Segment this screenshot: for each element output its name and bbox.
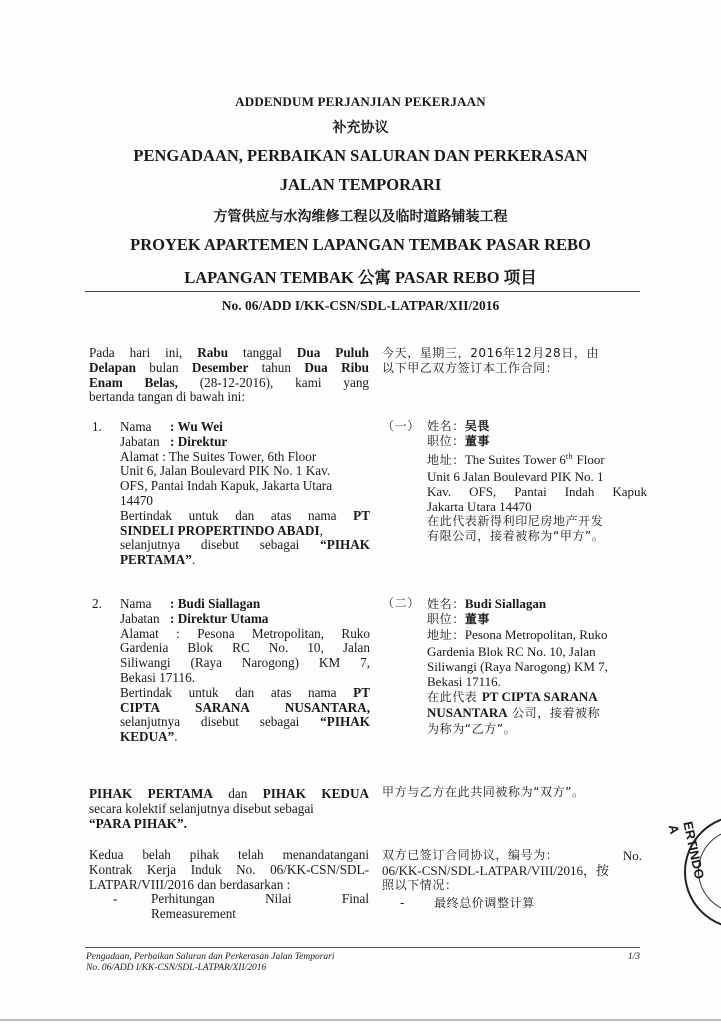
parties-id <box>89 787 369 831</box>
party1-address-line: 14470 <box>120 492 153 508</box>
party2-cn-act: 为称为“乙方”。 <box>427 721 517 736</box>
party2-cn-address: Pesona Metropolitan, Ruko <box>464 627 608 643</box>
intro-month: Desember <box>191 359 249 375</box>
subject-cn: 方管供应与水沟维修工程以及临时道路铺装工程 <box>213 209 508 225</box>
party1-name: : Wu Wei <box>170 419 223 434</box>
punct: . <box>191 552 196 568</box>
contract-cn-text: 双方已签订合同协议，编号为： <box>382 848 559 862</box>
document-title-cn: 补充协议 <box>332 120 389 136</box>
party2-act-text: Bertindak untuk dan atas nama <box>120 684 354 700</box>
contract-cn <box>382 848 642 911</box>
contract-id <box>89 848 369 922</box>
bullet-dash: - <box>400 895 405 910</box>
party1-number: 1. <box>92 419 102 434</box>
party1-address-line: Unit 6, Jalan Boulevard PIK No. 1 Kav. <box>120 463 331 479</box>
party1-cn-name: 吴畏 <box>464 419 491 433</box>
intro-year: Enam Belas, <box>89 374 178 390</box>
party2-cn <box>427 596 647 737</box>
party1-alias: “PIHAK <box>320 537 370 553</box>
label: 地址： <box>427 628 465 643</box>
contract-cn-text: No. <box>622 848 642 863</box>
intro-text: bulan <box>135 359 192 375</box>
subject-line-1: PENGADAAN, PERBAIKAN SALURAN DAN PERKERASAN <box>133 146 588 165</box>
party1-address-line: OFS, Pantai Indah Kapuk, Jakarta Utara <box>120 478 333 494</box>
party1-cn-address: th <box>565 452 574 462</box>
intro-id <box>89 346 369 405</box>
label: Nama <box>120 596 152 611</box>
party1-company: PT <box>353 507 370 523</box>
label: 地址： <box>427 453 465 468</box>
header-rule <box>85 291 640 292</box>
intro-cn-line: 以下甲乙双方签订本工作合同： <box>382 361 559 376</box>
label: Jabatan <box>120 433 160 449</box>
party1-act-text: Bertindak untuk dan atas nama <box>120 507 354 523</box>
label: Jabatan <box>120 610 160 626</box>
label: 职位： <box>427 612 465 627</box>
intro-date: Dua Puluh <box>296 345 369 360</box>
party1-cn-act: 有限公司，接着被称为“甲方”。 <box>427 529 605 544</box>
label: 姓名： <box>427 597 465 611</box>
party1-cn-address: Floor <box>573 452 605 468</box>
parties-first: PIHAK PERTAMA <box>89 786 213 801</box>
page-number: 1/3 <box>627 952 640 962</box>
contract-cn-number: 06/KK-CSN/SDL-LATPAR/VIII/2016，按 <box>382 863 610 879</box>
bullet-text: Perhitungan <box>151 891 215 907</box>
party1-position: : Direktur <box>170 433 228 449</box>
bullet-text: Nilai <box>265 891 292 907</box>
party1-cn-address: The Suites Tower 6 <box>464 452 566 468</box>
bullet-text: Final <box>341 891 369 907</box>
intro-cn-line: 今天，星期三，2016年12月28日，由 <box>382 346 600 360</box>
document-title: ADDENDUM PERJANJIAN PEKERJAAN <box>235 94 486 109</box>
party2-cn-name: Budi Siallagan <box>464 596 547 611</box>
intro-year: Dua Ribu <box>304 359 369 375</box>
intro-text: (28-12-2016), kami yang <box>177 374 370 390</box>
party2-cn-company: NUSANTARA <box>427 705 508 721</box>
parties-second: PIHAK KEDUA <box>262 786 369 801</box>
party2-company: PT <box>353 684 370 700</box>
parties-text: secara kolektif selanjutnya disebut sebagai <box>89 800 314 816</box>
party2-cn-position: 董事 <box>464 612 491 627</box>
party2-number: 2. <box>92 596 102 611</box>
party2-act-text: selanjutnya disebut sebagai <box>120 714 321 730</box>
parties-text: dan <box>212 786 263 801</box>
party1-act-text: selanjutnya disebut sebagai <box>120 537 321 553</box>
contract-text: Kontrak Kerja Induk No. 06/KK-CSN/SDL- <box>89 861 369 877</box>
stamp-text: ERTINDO A <box>665 820 708 881</box>
punct: . <box>174 729 178 745</box>
party1-cn-address: Unit 6 Jalan Boulevard PIK No. 1 <box>427 468 604 484</box>
footer-line: No. 06/ADD I/KK-CSN/SDL-LATPAR/XII/2016 <box>86 963 267 973</box>
party2-cn-address: Gardenia Blok RC No. 10, Jalan <box>427 643 596 659</box>
footer-line: Pengadaan, Perbaikan Saluran dan Perkerasan Jalan Temporari <box>86 952 335 962</box>
party2-position: : Direktur Utama <box>170 610 269 626</box>
party1-id <box>120 420 370 568</box>
party2-cn-act: 公司，接着被称 <box>507 706 601 721</box>
label: Nama <box>120 419 152 434</box>
label: 姓名： <box>427 419 465 433</box>
party1-cn <box>427 419 647 545</box>
bullet-text: Remeasurement <box>151 906 236 922</box>
footer-text <box>86 952 506 974</box>
subject-line-2: JALAN TEMPORARI <box>279 175 442 194</box>
intro-text: tanggal <box>228 345 297 360</box>
party2-cn-company: PT CIPTA SARANA <box>481 689 598 705</box>
parties-alias: “PARA PIHAK”. <box>89 815 187 831</box>
parties-cn: 甲方与乙方在此共同被称为“双方”。 <box>382 785 585 799</box>
intro-text: tahun <box>248 359 305 375</box>
footer-rule <box>85 947 640 948</box>
intro-text: Pada hari ini, <box>89 345 198 360</box>
party2-company: CIPTA SARANA NUSANTARA, <box>120 699 370 715</box>
intro-date: Delapan <box>89 359 136 375</box>
party1-cn-marker: （一） <box>382 419 420 433</box>
party2-name: : Budi Siallagan <box>170 596 261 611</box>
party2-address-line: Gardenia Blok RC No. 10, Jalan <box>120 640 370 656</box>
party2-alias: “PIHAK <box>320 714 370 730</box>
bullet-dash: - <box>113 891 118 907</box>
intro-day: Rabu <box>197 345 229 360</box>
intro-cn <box>382 346 642 376</box>
party2-address-line: Bekasi 17116. <box>120 669 195 685</box>
project-line-1: PROYEK APARTEMEN LAPANGAN TEMBAK PASAR REBO <box>130 235 591 254</box>
party1-cn-position: 董事 <box>464 434 491 449</box>
party1-company: SINDELI PROPERTINDO ABADI <box>120 522 320 538</box>
party2-alias: KEDUA” <box>120 729 175 745</box>
party1-address-line: Alamat : The Suites Tower, 6th Floor <box>120 448 317 464</box>
party2-cn-act: 在此代表 <box>427 690 482 705</box>
scan-edge <box>0 1019 721 1021</box>
party2-id <box>120 597 370 745</box>
bullet-text: 最终总价调整计算 <box>434 895 535 910</box>
party1-alias: PERTAMA” <box>120 552 192 568</box>
party2-cn-address: Bekasi 17116. <box>427 674 501 690</box>
label: 职位： <box>427 434 465 449</box>
party2-address-line: Alamat : Pesona Metropolitan, Ruko <box>120 625 370 641</box>
party2-address-line: Siliwangi (Raya Narogong) KM 7, <box>120 655 370 671</box>
party1-cn-address: Kav. OFS, Pantai Indah Kapuk <box>427 483 647 499</box>
contract-cn-text: 照以下情况： <box>382 878 458 893</box>
punct: , <box>319 522 323 538</box>
intro-text: bertanda tangan di bawah ini: <box>89 389 245 405</box>
contract-text: LATPAR/VIII/2016 dan berdasarkan : <box>89 876 291 892</box>
party1-cn-act: 在此代表新得利印尼房地产开发 <box>427 514 604 529</box>
party2-cn-marker: （二） <box>382 596 420 610</box>
party1-cn-address: Jakarta Utara 14470 <box>427 499 532 515</box>
document-number: No. 06/ADD I/KK-CSN/SDL-LATPAR/XII/2016 <box>221 298 500 313</box>
project-line-2: LAPANGAN TEMBAK 公寓 PASAR REBO 项目 <box>184 268 537 287</box>
contract-text: Kedua belah pihak telah menandatangani <box>89 847 369 862</box>
party2-cn-address: Siliwangi (Raya Narogong) KM 7, <box>427 658 608 674</box>
